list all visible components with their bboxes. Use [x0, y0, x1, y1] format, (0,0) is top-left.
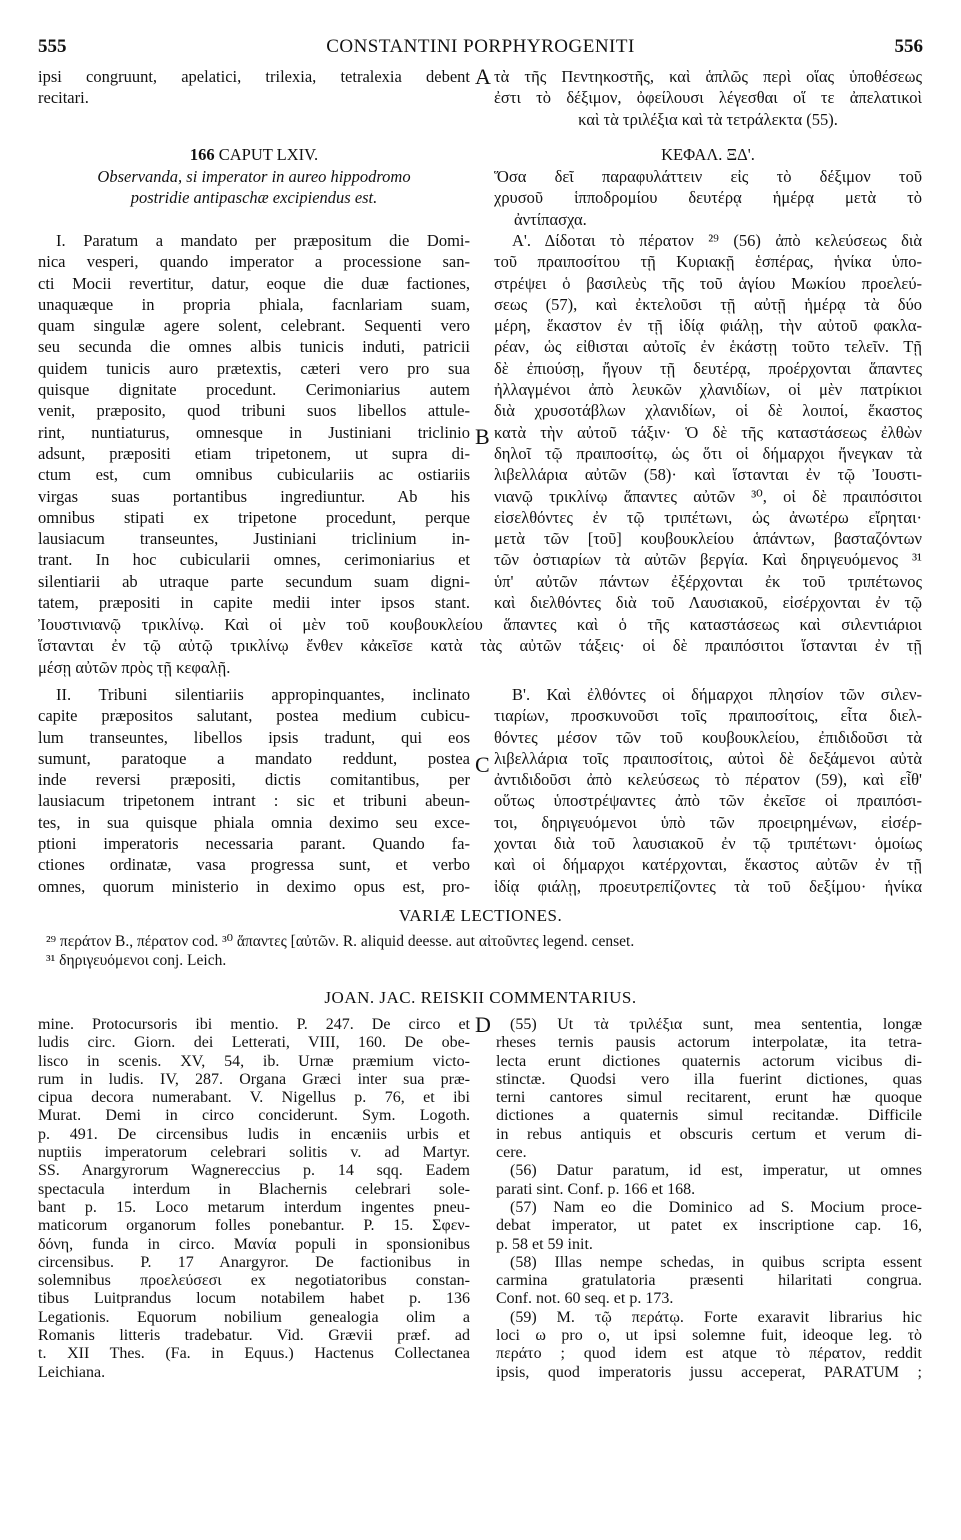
greek-section-2: [494, 684, 922, 897]
greek-line: καὶ οἱ δήμαρχοι κατέρχονται, ἕκαστος αὐτῶν ἐν τῇ: [494, 855, 922, 875]
latin-line: cti Mocii revertitur, datur, eoque die duæ factiones,: [38, 273, 470, 293]
commentary-line: Legationis. Equorum nobilium genealogia olim a: [38, 1308, 470, 1326]
greek-line: χονται διὰ τοῦ λαυσιακοῦ ἐν τῷ τριπέτωνι· ὁμοίως: [494, 834, 922, 854]
commentary-line: ipsis, quod imperatoris jussu acceperat, PARATUM ;: [496, 1363, 922, 1381]
variae-line: ²⁹ περάτον B., πέρατον cod. ³⁰ ἅπαντες [αὐτῶν. R. aliquid deesse. aut αἰτοῦντες legend. censet.: [46, 933, 635, 950]
greek-line: νιανῷ τρικλίνῳ ἅπαντες αὐτῶν ³⁰, οἱ δὲ πραιπόσιτοι: [494, 486, 922, 506]
commentary-line: parati sint. Conf. p. 166 et 168.: [496, 1180, 696, 1198]
greek-line: μετὰ τῶν [τοῦ] κουβουκλείου ἁπάντων, βασταζόντων: [494, 529, 922, 549]
variae-line: ³¹ δηριγευόμενοι conj. Leich.: [46, 952, 227, 969]
greek-line: τοι, δηριγευόμενοι ὑπὸ τῶν προειρημένων, εἰσέρ-: [494, 812, 922, 832]
greek-line: λιβελλάρια αὐτῶν (58)· καὶ ἵστανται ἐν τῷ Ἰουστι-: [494, 465, 922, 485]
commentary-line: δόνη, funda in circo. Μανία populi in sponsionibus: [38, 1235, 470, 1253]
greek-subtitle-line: Ὅσα δεῖ παραφυλάττειν εἰς τὸ δέξιμον τοῦ: [494, 167, 922, 186]
commentary-line: p. 491. De circensibus ludis in encæniis urbis et: [38, 1125, 470, 1143]
greek-line: Β'. Καὶ ἐλθόντες οἱ δήμαρχοι πλησίον τῶν σιλεν-: [512, 685, 922, 704]
commentary-line: maticorum organorum folles ponebantur. P. 15. Σφεν-: [38, 1217, 470, 1235]
greek-line: οὕτως ὑποστρέψαντες ἀπὸ τῶν ἐκεῖσε οἱ πραιπόσι-: [494, 791, 922, 811]
commentary-line: p. 58 et 59 init.: [496, 1235, 593, 1253]
commentary-line: carmina gratulatoria præsenti hilaritati congrua.: [496, 1272, 922, 1290]
latin-line: virgas suas portantibus ingrediuntur. Ab his: [38, 486, 470, 506]
greek-line: τιαρίων, προσκυνοῦσι τοῖς πραιποσίτοις, εἶτα διελ-: [494, 706, 922, 726]
latin-section-1: [38, 230, 470, 613]
greek-line: Α'. Δίδοται τὸ πέρατον ²⁹ (56) ἀπὸ κελεύσεως διὰ: [512, 231, 922, 250]
greek-line: σεως (57), καὶ ἐκτελοῦσι τῇ αὐτῇ ἡμέρᾳ τὰ δύο: [494, 294, 922, 314]
margin-marker-c: C: [475, 752, 490, 777]
latin-top: [38, 66, 470, 109]
variae-notes: [38, 932, 922, 970]
greek-top-line: ἐστι τὸ δέξιμον, ὀφείλουσι λέγεσθαι οἵ τε ἀπελατικοὶ: [494, 88, 922, 108]
greek-line: ἀντιδιδοῦσι ἀπὸ κελεύσεως τὸ πέρατον (59), καὶ εἶθ': [494, 770, 922, 790]
latin-line: quisque dignitate procedunt. Cerimoniarius autem: [38, 380, 470, 400]
commentary-line: cipua decora numerabant. V. Nigellus p. 76, et ibi: [38, 1089, 470, 1107]
latin-line: sumunt, paratoque a mandato reddunt, postea: [38, 748, 470, 768]
latin-line: trant. In hoc cubicularii omnes, cerimoniarius et: [38, 550, 470, 570]
latin-line: adsunt, præpositi etiam tripetonem, ut supra di-: [38, 443, 470, 463]
commentary-line: tibus Luitprandus locum notabilem habet p. 136: [38, 1290, 470, 1308]
greek-line: εἰσελθόντες ἐν τῷ τριπέτωνι, ὡς ἀνωτέρω εἴρηται·: [494, 507, 922, 527]
latin-line: II. Tribuni silentiariis appropinquantes, inclinato: [56, 685, 470, 704]
latin-line: silentiarii ab utraque parte secundum suam digni-: [38, 571, 470, 591]
latin-subtitle-line: postridie antipaschæ excipiendus est.: [130, 188, 378, 208]
margin-marker-b: B: [475, 424, 490, 449]
greek-line: καὶ διελθόντες διὰ τοῦ Λαυσιακοῦ, εἰσέρχονται ἐν τῷ: [494, 593, 922, 613]
greek-line: ἠλλαγμένοι ἀπὸ λευκῶν χλανιδίων, οἱ μὲν πατρίκιοι: [494, 380, 922, 400]
greek-subtitle-line: χρυσοῦ ἱπποδρομίου δευτέρᾳ ἡμέρᾳ μετὰ τὸ: [494, 188, 922, 208]
latin-top-line: ipsi congruunt, apelatici, trilexia, tetralexia debent: [38, 67, 470, 86]
latin-line: venit, præposito, quod tribuni suos libellos attule-: [38, 401, 470, 421]
commentary-line: stinctæ. Quodsi vero illa fuerint dictiones, quas: [496, 1070, 922, 1088]
commentary-line: (58) Illas nempe schedas, in quibus scripta essent: [510, 1253, 922, 1271]
chapter-title: CAPUT LXIV.: [218, 145, 319, 164]
greek-line: στρέψει ὁ βασιλεὺς τῆς τοῦ ἁγίου Μωκίου προελεύ-: [494, 273, 922, 293]
greek-line: μέρη, ἕκαστον ἐν τῇ ἰδίᾳ φιάλῃ, τὴν αὐτοῦ φακλα-: [494, 316, 922, 336]
latin-line: ctum est, cum omnibus cubiculariis ac ostiariis: [38, 465, 470, 485]
variae-title: VARIÆ LECTIONES.: [398, 906, 563, 925]
greek-line: θόντες μέσον τῶν τοῦ κουβουκλείου, ἐπιδιδοῦσι τὰ: [494, 727, 922, 747]
commentary-line: cere.: [496, 1144, 527, 1162]
latin-line: omnes, quorum ministerio in deximo opus est, pro-: [38, 876, 470, 896]
latin-line: lausiacum tripetonem intrant : sic et tribuni abeun-: [38, 791, 470, 811]
commentary-left: [38, 1016, 470, 1382]
greek-full-line: ἵστανται ἐν τῷ αὐτῷ τρικλίνῳ ἔνθεν κἀκεῖσε κατὰ τὰς αὐτῶν τάξεις· οἱ δὲ πραιπόσιτοι ἵστανται ἐν τῇ: [38, 636, 922, 656]
commentary-line: Leichiana.: [38, 1363, 106, 1381]
commentary-line: Romanis litteris tradebatur. Vid. Grævii præf. ad: [38, 1327, 470, 1345]
commentary-line: lecta erunt dictiones quaternis actorum vicibus di-: [496, 1052, 922, 1070]
latin-line: omnibus stipati ex tripetone procedunt, perque: [38, 507, 470, 527]
commentary-line: lisco in scenis. XV, 54, ib. Urnæ præmium victo-: [38, 1052, 470, 1070]
greek-full-line: Ἰουστινιανῷ τρικλίνῳ. Καὶ οἱ μὲν τοῦ κουβουκλείου ἅπαντες καὶ ὁ τῆς καταστάσεως καὶ σιλεντιάριοι: [38, 615, 922, 634]
commentary-line: debat imperator, ut patet ex inscriptione cap. 16,: [496, 1217, 922, 1235]
latin-line: ptioni imperatoris necessaria parant. Quando fa-: [38, 834, 470, 854]
commentary-line: SS. Anargyrorum Wagnereccius p. 14 sqq. Eadem: [38, 1162, 470, 1180]
greek-top-line: τὰ τῆς Πεντηκοστῆς, καὶ ἁπλῶς περὶ οἵας ὑποθέσεως: [494, 67, 922, 86]
commentary-line: (57) Nam eo die Dominico ad S. Mocium proce-: [510, 1198, 922, 1216]
greek-line: δηλοῖ τῷ πραιποσίτῳ, ὡς ὅτι οἱ δήμαρχοι ἤνεγκαν τὰ: [494, 443, 922, 463]
greek-full-line: μέσῃ αὐτῶν πρὸς τῇ κεφαλῇ.: [38, 657, 231, 677]
greek-line: ρέαν, ὡς εἰθισται αὐτοῖς ἐν ἑκάστῃ τοῦτο τελεῖν. Τῇ: [494, 337, 922, 357]
commentary-line: περάτο ; quod idem est atque τὸ πέρατον, reddit: [496, 1345, 922, 1363]
latin-line: quidem tunicis auro prætextis, cæteri vero pro sua: [38, 358, 470, 378]
greek-section-1: [494, 230, 922, 613]
commentary-line: loci ω pro o, ut ipsi solemne fuit, ideoque leg. τὸ: [496, 1327, 922, 1345]
latin-line: quam singulæ agere solent, celebrant. Sequenti vero: [38, 316, 470, 336]
greek-line: δὲ ἐπιούσῃ, ἤγουν τῇ δευτέρᾳ, προέρχονται ἅπαντες: [494, 358, 922, 378]
greek-line: διὰ χρυσοτάβλων χλανιδίων, οἱ δὲ λοιποί, ἕκαστος: [494, 401, 922, 421]
latin-line: ctiones ordinatæ, vasa progressa sunt, et verbo: [38, 855, 470, 875]
latin-line: lausiacum transeuntes, Justiniani triclinium in-: [38, 529, 470, 549]
commentary-line: mine. Protocursoris ibi mentio. P. 247. De circo et: [38, 1016, 470, 1033]
margin-marker-d: D: [475, 1012, 491, 1037]
latin-chapter-heading: [38, 144, 470, 165]
chapter-number: 166: [189, 145, 215, 164]
greek-line: κατὰ τὴν αὐτοῦ τάξιν· Ὁ δὲ τῆς καταστάσεως ἐλθὼν: [494, 422, 922, 442]
page-number-left: 555: [38, 36, 67, 57]
commentary-line: in rebus antiquis et obscuris certum et verum di-: [496, 1125, 922, 1143]
latin-line: rint, nuntiaturus, omnesque in Justiniani triclinio: [38, 422, 470, 442]
latin-chapter-subtitle: [38, 166, 470, 209]
commentary-line: (56) Datur paratum, id est, imperatur, ut omnes: [510, 1162, 922, 1180]
margin-marker-a: A: [475, 64, 491, 89]
latin-top-line: recitari.: [38, 88, 89, 108]
greek-line: τῶν ὀστιαρίων τὰ αὐτῶν βεργία. Καὶ δηριγευόμενος ³¹: [494, 550, 922, 570]
commentary-line: terni cantores simul recitarent, erunt hæ quoque: [496, 1089, 922, 1107]
latin-line: lum transeuntes, libellos ipsis tradunt, qui eos: [38, 727, 470, 747]
commentary-line: (59) M. τῷ περάτῳ. Forte exaravit librarius hic: [510, 1308, 922, 1326]
commentary-line: ludis circ. Giorn. dei Letterati, VIII, 160. De obe-: [38, 1034, 470, 1052]
commentary-line: t. XII Thes. (Fa. in Equus.) Hactenus Collectanea: [38, 1345, 470, 1363]
commentary-line: circensibus. P. 17 Anargyror. De factionibus in: [38, 1253, 470, 1271]
commentary-line: solemnibus προελεύσεσι ex negotiatoribus constan-: [38, 1272, 470, 1290]
latin-line: tatem, præpositi in capite medii inter ipsos stant.: [38, 593, 470, 613]
commentary-title: JOAN. JAC. REISKII COMMENTARIUS.: [324, 988, 637, 1007]
latin-line: unaquæque in propria phiala, facnlariam suam,: [38, 294, 470, 314]
latin-line: nica vesperi, quando imperator a processione san-: [38, 252, 470, 272]
latin-line: seu secunda die omnes albis tunicis induti, patricii: [38, 337, 470, 357]
greek-line: ὑπ' αὐτῶν πάντων ἐξέρχονται ἐκ τοῦ τριπέτωνος: [494, 571, 922, 591]
greek-top: [494, 66, 922, 130]
latin-section-2: [38, 684, 470, 897]
latin-line: I. Paratum a mandato per præpositum die Domi-: [56, 231, 470, 250]
greek-line: τοῦ πραιποσίτου τῇ Κυριακῇ ἑσπέρας, ἡνίκα ὑπο-: [494, 252, 922, 272]
commentary-line: rheses ternis pausis actorum interpolatæ, ita tetra-: [496, 1034, 922, 1052]
page-number-right: 556: [894, 36, 923, 57]
greek-line: λιβελλάρια τοῖς πραιποσίτοις, αὐτοὶ δὲ δεξάμενοι αὐτὰ: [494, 748, 922, 768]
greek-chapter-subtitle: [494, 166, 922, 230]
greek-chapter-title: ΚΕΦΑΛ. ΞΔ'.: [661, 145, 755, 164]
latin-line: capite præpositos salutant, postea medium cubicu-: [38, 706, 470, 726]
commentary-line: Murat. Demi in circo conciderunt. Sym. Logoth.: [38, 1107, 470, 1125]
greek-subtitle-line: ἀντίπασχα.: [514, 209, 587, 229]
latin-line: inde reversi præpositi, dictis comitantibus, per: [38, 770, 470, 790]
commentary-right: [496, 1016, 922, 1382]
running-title: CONSTANTINI PORPHYROGENITI: [326, 36, 635, 57]
latin-subtitle-line: Observanda, si imperator in aureo hippodromo: [97, 167, 411, 186]
commentary-line: dictiones a quaternis simul recitandæ. Difficile: [496, 1107, 922, 1125]
greek-full-width: [38, 614, 922, 678]
commentary-line: Conf. not. 60 seq. et p. 173.: [496, 1290, 674, 1308]
latin-line: tes, in sua quisque phiala omnia deximo seu exce-: [38, 812, 470, 832]
greek-line: ἰδίᾳ φιάλῃ, προευτρεπίζοντες τὰ τοῦ δεξίμου· ἡνίκα: [494, 876, 922, 896]
commentary-line: bant p. 15. Loco metarum interdum ingentes pneu-: [38, 1198, 470, 1216]
commentary-line: rum in ludis. IV, 287. Organa Græci inter sua præ-: [38, 1070, 470, 1088]
commentary-line: (55) Ut τὰ τριλέξια sunt, mea sententia, longæ: [510, 1016, 922, 1033]
commentary-line: spectacula interdum in Blachernis celebrari sole-: [38, 1180, 470, 1198]
greek-top-line: καὶ τὰ τριλέξια καὶ τὰ τετράλεκτα (55).: [578, 109, 838, 129]
commentary-line: nuptiis imperatorum celebrari solitis v. ad Martyr.: [38, 1144, 470, 1162]
